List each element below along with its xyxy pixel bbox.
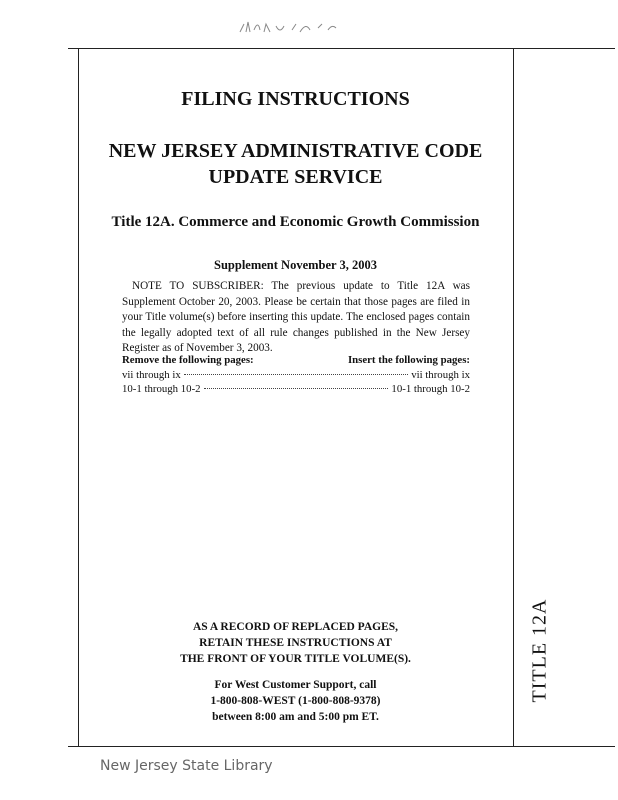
page-frame-bottom <box>68 746 615 747</box>
subscriber-note: NOTE TO SUBSCRIBER: The previous update to Title 12A was Supplement October 20, 2003. Please be certain that those pages are filed in your Title volume(s) before inserting this update. The enclosed pages contain the legally adopted text of all rule changes published in the New Jersey Register as of November 3, 2003. <box>122 280 470 355</box>
dot-leader <box>204 388 389 389</box>
customer-support <box>78 677 513 725</box>
insert-pages: vii through ix <box>411 369 470 381</box>
title-heading: Title 12A. Commerce and Economic Growth Commission <box>111 214 480 230</box>
insert-pages: 10-1 through 10-2 <box>391 383 470 395</box>
page-frame-top <box>68 48 615 49</box>
document-title: FILING INSTRUCTIONS <box>181 88 410 110</box>
document-subtitle <box>78 138 513 190</box>
handwritten-annotation <box>236 18 346 38</box>
pages-header <box>122 354 470 366</box>
support-line-2: 1-800-808-WEST (1-800-808-9378) <box>210 695 381 707</box>
page-row <box>122 383 470 395</box>
subtitle-line-2: UPDATE SERVICE <box>208 166 383 188</box>
retain-line-2: RETAIN THESE INSTRUCTIONS AT <box>199 637 392 649</box>
side-tab-label: TITLE 12A <box>528 598 551 702</box>
page-row <box>122 369 470 381</box>
retain-line-3: THE FRONT OF YOUR TITLE VOLUME(S). <box>180 653 411 665</box>
dot-leader <box>184 374 408 375</box>
support-line-3: between 8:00 am and 5:00 pm ET. <box>212 711 379 723</box>
side-tab <box>520 600 560 700</box>
support-line-1: For West Customer Support, call <box>214 679 377 691</box>
subtitle-line-1: NEW JERSEY ADMINISTRATIVE CODE <box>108 140 483 162</box>
retain-instructions <box>78 619 513 667</box>
remove-pages: vii through ix <box>122 369 181 381</box>
page-frame-right <box>513 48 514 746</box>
remove-pages-header: Remove the following pages: <box>122 354 254 366</box>
insert-pages-header: Insert the following pages: <box>347 354 470 366</box>
remove-pages: 10-1 through 10-2 <box>122 383 201 395</box>
library-stamp: New Jersey State Library <box>100 758 273 774</box>
supplement-date: Supplement November 3, 2003 <box>214 258 377 272</box>
retain-line-1: AS A RECORD OF REPLACED PAGES, <box>192 621 399 633</box>
